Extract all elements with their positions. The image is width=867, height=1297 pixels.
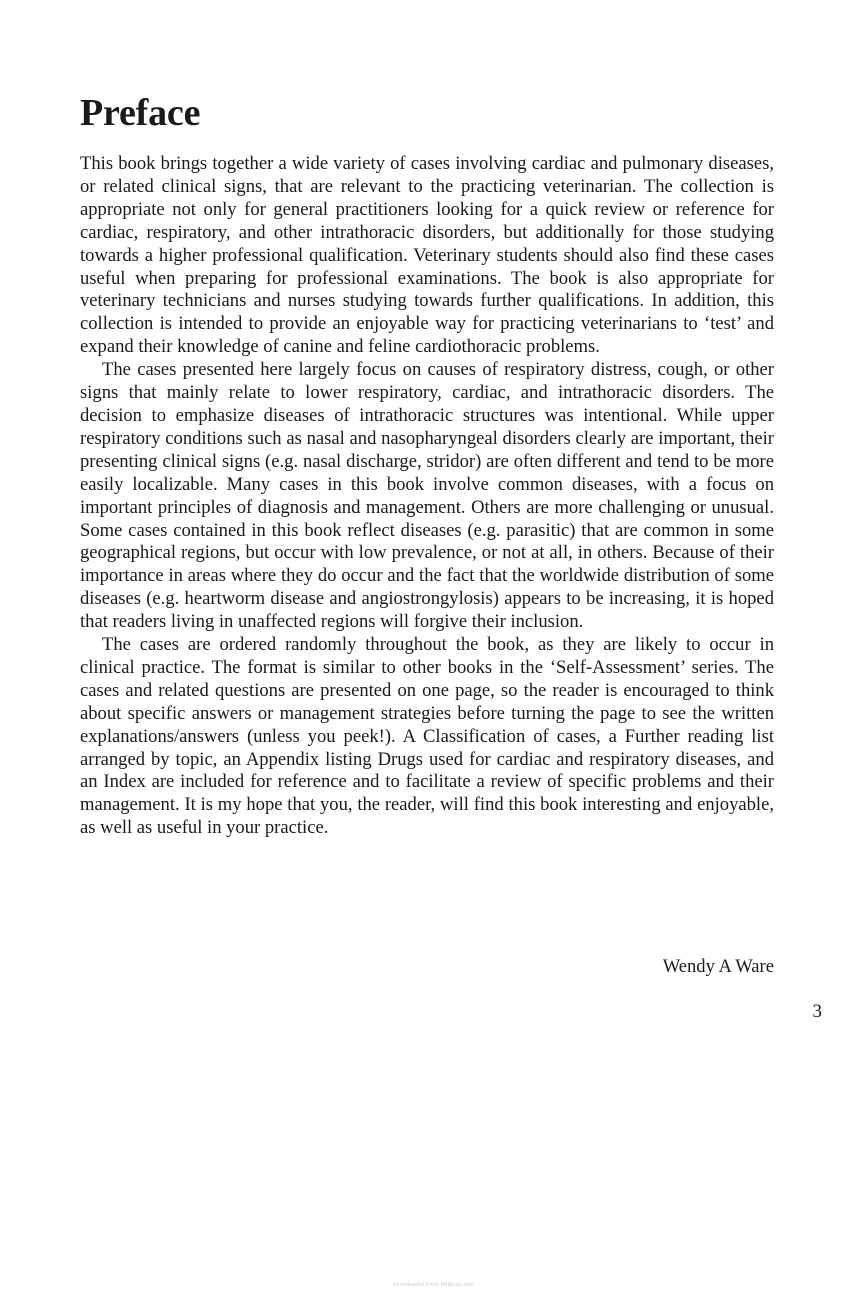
page-number: 3	[812, 1001, 822, 1022]
paragraph-1: This book brings together a wide variety of cases involving cardiac and pulmonary diseases, or related clinical signs, that are relevant to the practicing veterinarian. The collection is appropriate not only for general practitioners looking for a quick review or reference for cardiac, respiratory, and other intrathoracic disorders, but additionally for those studying towards a higher professional qualification. Veterinary students should also find these cases useful when preparing for professional examinations. The book is also appropriate for veterinary technicians and nurses studying towards further qualifications. In addition, this collection is intended to provide an enjoyable way for practicing veterinarians to ‘test’ and expand their knowledge of canine and feline cardiothoracic problems.	[80, 153, 774, 358]
paragraph-2: The cases presented here largely focus on causes of respiratory distress, cough, or other signs that mainly relate to lower respiratory, cardiac, and intrathoracic disorders. The decision to emphasize diseases of intrathoracic structures was intentional. While upper respiratory conditions such as nasal and nasopharyngeal disorders clearly are important, their presenting clinical signs (e.g. nasal discharge, stridor) are often different and tend to be more easily localizable. Many cases in this book involve common diseases, with a focus on important principles of diagnosis and management. Others are more challenging or unusual. Some cases contained in this book reflect diseases (e.g. parasitic) that are common in some geographical regions, but occur with low prevalence, or not at all, in others. Because of their importance in areas where they do occur and the fact that the worldwide distribution of some diseases (e.g. heartworm disease and angiostrongylosis) appears to be increasing, it is hoped that readers living in unaffected regions will forgive their inclusion.	[80, 359, 774, 633]
paragraph-3: The cases are ordered randomly throughout the book, as they are likely to occur in clinical practice. The format is similar to other books in the ‘Self-Assessment’ series. The cases and related questions are presented on one page, so the reader is encouraged to think about specific answers or management strategies before turning the page to see the written explanations/answers (unless you peek!). A Classification of cases, a Further reading list arranged by topic, an Appendix listing Drugs used for cardiac and respiratory diseases, and an Index are included for reference and to facilitate a review of specific problems and their management. It is my hope that you, the reader, will find this book interesting and enjoyable, as well as useful in your practice.	[80, 634, 774, 839]
footer-watermark: Downloaded From VetBooks.com	[393, 1282, 474, 1288]
preface-body	[80, 153, 774, 840]
author-signature: Wendy A Ware	[662, 956, 774, 977]
page-title: Preface	[80, 92, 201, 134]
